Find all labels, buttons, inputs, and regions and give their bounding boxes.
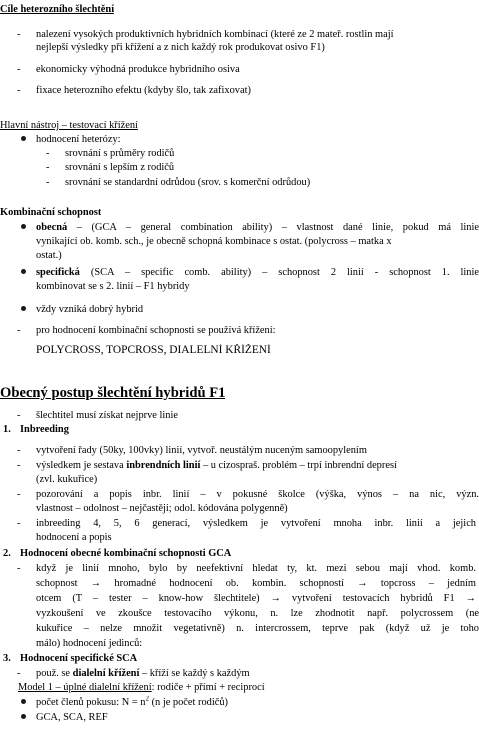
dash-marker: - <box>17 668 21 679</box>
gca-line-1 <box>36 221 479 234</box>
dash-marker: - <box>17 85 21 96</box>
step-number: 2. <box>3 548 11 559</box>
section-title-testcross: Hlavní nástroj – testovací křížení <box>0 120 138 131</box>
sca-line-1 <box>36 266 479 279</box>
experiment-size: počet členů pokusu: $N = n^2$ (n je počet rodičů) <box>36 696 229 708</box>
step-1-c-line-1: pozorování a popis inbr. linií – v pokusné školce (výška, výnos – na nic, význ. <box>36 489 479 500</box>
section-title-combining-ability: Kombinační schopnost <box>0 207 102 218</box>
step-1-d-line-1: inbreeding 4, 5, 6 generací, výsledkem je vytvoření mnoha inbr. linií a jejich <box>36 518 476 529</box>
dash-marker: - <box>17 64 21 75</box>
step-number: 3. <box>3 653 11 664</box>
gca-label: obecná <box>36 222 68 233</box>
model-1-label: Model 1 – úplné dialelní křížení <box>18 682 152 693</box>
sca-label: specifická <box>36 267 80 278</box>
dash-marker: - <box>17 325 21 336</box>
dash-marker: - <box>46 162 50 173</box>
dash-marker: - <box>17 563 21 574</box>
goal-item-2: ekonomicky výhodná produkce hybridního osiva <box>36 64 240 75</box>
section-title-procedure: Obecný postup šlechtění hybridů F1 <box>0 385 226 401</box>
bullet-icon <box>21 136 26 141</box>
comparison-3: srovnání se standardní odrůdou (srov. s komerční odrůdou) <box>65 177 311 188</box>
step-2-line-6: málo) hodnocení jedinců: <box>36 638 143 649</box>
heterosis-evaluation: hodnocení heterózy: <box>36 134 121 145</box>
gca-line-3: ostat.) <box>36 250 62 261</box>
sca-desc: (SCA – specific comb. ability) – schopnost 2 linií - schopnost 1. linie <box>90 267 479 278</box>
bullet-icon <box>21 306 26 311</box>
effects-list: GCA, SCA, REF <box>36 712 108 723</box>
crossing-methods: POLYCROSS, TOPCROSS, DIALELNÍ KŘÍŽENÍ <box>36 344 271 356</box>
goal-item-1-line-2: nejlepší výsledky při křížení a z nich každý rok produkovat osivo F1) <box>36 42 325 53</box>
step-1-d-line-2: hodnocení a popis <box>36 532 112 543</box>
good-hybrid: vždy vzniká dobrý hybrid <box>36 304 144 315</box>
dash-marker: - <box>17 518 21 529</box>
sca-line-2: kombinovat se s 2. linií – F1 hybridy <box>36 281 190 292</box>
step-1-title: Inbreeding <box>20 424 69 435</box>
step-1-b-line-2: (zvl. kukuřice) <box>36 474 98 485</box>
step-3-title: Hodnocení specifické SCA <box>20 653 138 664</box>
gca-line-2: vynikající ob. komb. sch., je obecně schopná kombinace s ostat. (polycross – matka x <box>36 236 392 247</box>
section-title-goals: Cíle heterozního šlechtění <box>0 4 115 15</box>
diallel-term: dialelní křížení <box>72 668 140 679</box>
bullet-icon <box>21 224 26 229</box>
procedure-intro: šlechtitel musí získat nejprve linie <box>36 410 178 421</box>
bullet-icon <box>21 714 26 719</box>
bullet-icon <box>21 699 26 704</box>
dash-marker: - <box>46 148 50 159</box>
dash-marker: - <box>17 445 21 456</box>
goal-item-1-line-1: nalezení vysokých produktivních hybridních kombinací (které ze 2 mateř. rostlin mají <box>36 29 394 40</box>
step-1-a: vytvoření řady (50ky, 100vky) linií, vytvoř. neustálým nuceným samoopylením <box>36 445 367 456</box>
step-2-line-4: vyzkoušení ve zkoušce testovacího výkonu, n. lze zhodnotit např. polycrossem (ne <box>36 608 479 619</box>
step-1-c-line-2: vlastnost – odolnost – nejčastěji; odol. kódována polygenně) <box>36 503 288 514</box>
gca-desc: – (GCA – general combination ability) – vlastnost dané linie, pokud má linie <box>76 222 479 233</box>
step-1-b-line-1: výsledkem je sestava inbrendních linií – u cizospraš. problém – trpí inbrendní depresí <box>36 460 397 471</box>
step-2-line-2: schopnost → hromadné hodnocení ob. kombin. schopností → topcross – jedním <box>36 578 476 589</box>
model-1: Model 1 – úplné dialelní křížení: rodiče + přímí + reciprocí <box>18 682 265 693</box>
crossing-methods-intro: pro hodnocení kombinační schopnosti se používá křížení: <box>36 325 276 336</box>
dash-marker: - <box>17 29 21 40</box>
dash-marker: - <box>46 177 50 188</box>
dash-marker: - <box>17 410 21 421</box>
step-2-title: Hodnocení obecné kombinační schopnosti GCA <box>20 548 232 559</box>
dash-marker: - <box>17 489 21 500</box>
step-3-a: použ. se dialelní křížení – kříží se každý s každým <box>36 668 250 679</box>
dash-marker: - <box>17 460 21 471</box>
step-2-line-3: otcem (T – tester – know-how šlechtitele) → vytvoření testovacích hybridů F1 → <box>36 593 476 604</box>
step-2-line-5: kukuřice – nelze množit vegetativně) n. intercrossem, teprve pak (když už je toho <box>36 623 479 634</box>
inbred-lines-term: inbrendních linií <box>126 460 201 471</box>
step-number: 1. <box>3 424 11 435</box>
comparison-1: srovnání s průměry rodičů <box>65 148 175 159</box>
bullet-icon <box>21 269 26 274</box>
goal-item-3: fixace heterozního efektu (kdyby šlo, tak zafixovat) <box>36 85 251 96</box>
comparison-2: srovnání s lepším z rodičů <box>65 162 175 173</box>
step-2-line-1: když je linií mnoho, bylo by neefektivní hledat ty, kt. mezi sebou mají vhod. komb. <box>36 563 476 574</box>
